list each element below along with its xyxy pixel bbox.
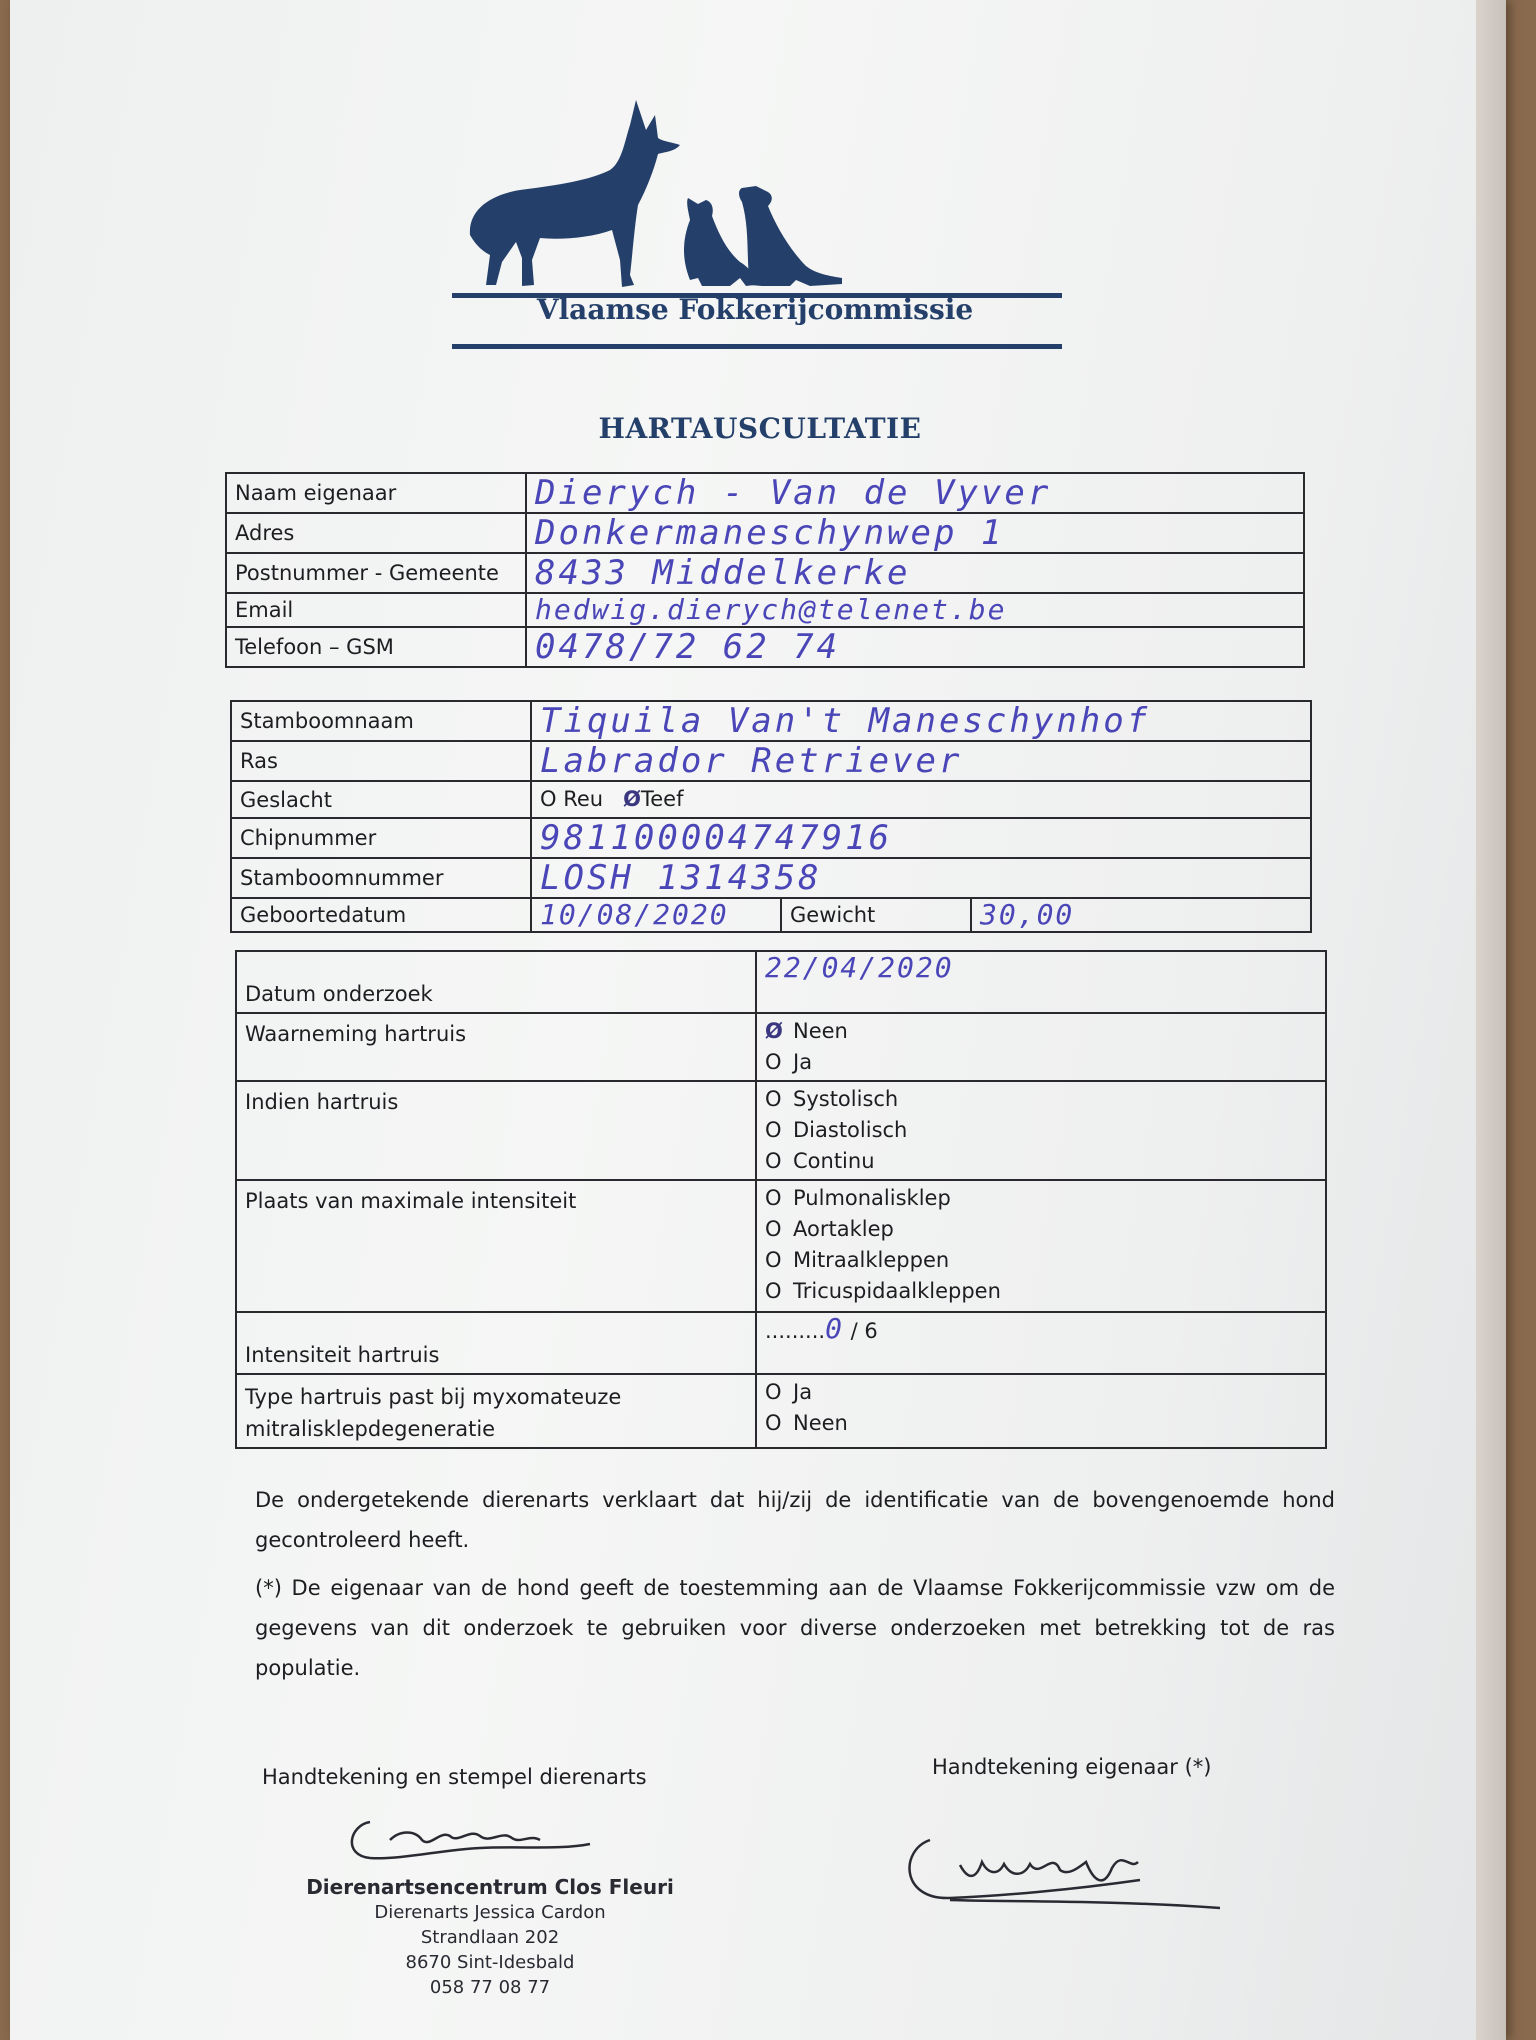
owner-name-value: Dierych - Van de Vyver — [535, 473, 1052, 513]
exam-date-label: Datum onderzoek — [236, 951, 756, 1013]
dog-row-breed — [231, 741, 1311, 781]
owner-row-name — [226, 473, 1304, 513]
continuous-mark: O — [765, 1149, 782, 1173]
address-value: Donkermaneschynwep 1 — [535, 513, 1005, 553]
pedigree-number-value: LOSH 1314358 — [540, 858, 822, 898]
weight-label: Gewicht — [781, 898, 971, 932]
intensity-label: Intensiteit hartruis — [236, 1312, 756, 1374]
dog-row-birthdate — [231, 898, 1311, 932]
sex-option-male: O Reu — [540, 787, 604, 811]
owner-signature-label: Handtekening eigenaar (*) — [932, 1755, 1212, 1779]
page-edge — [1476, 0, 1506, 2040]
email-value: hedwig.dierych@telenet.be — [535, 593, 1007, 626]
consent-text: (*) De eigenaar van de hond geeft de toestemming aan de Vlaamse Fokkerijcommissie vzw om de gegevens van dit onderzoek te gebruiken voor diverse onderzoeken met betrekking tot de ras populatie. — [255, 1576, 1335, 1680]
exam-row-type — [236, 1374, 1326, 1448]
mitral-option — [765, 1245, 1317, 1276]
intensity-dots: ......... — [765, 1319, 826, 1343]
tricuspid-option — [765, 1276, 1317, 1307]
exam-date-value: 22/04/2020 — [765, 951, 954, 984]
exam-row-location — [236, 1180, 1326, 1312]
stamp-street: Strandlaan 202 — [420, 1927, 560, 1948]
continuous-label: Continu — [793, 1149, 875, 1173]
postcode-value: 8433 Middelkerke — [535, 553, 911, 593]
murmur-label: Waarneming hartruis — [236, 1013, 756, 1081]
owner-signature — [890, 1810, 1310, 1910]
murmur-option-no — [765, 1016, 1317, 1047]
sex-option-female: Teef — [640, 787, 684, 811]
pulmonary-mark: O — [765, 1186, 782, 1210]
birthdate-value: 10/08/2020 — [540, 898, 729, 931]
stamp-vet-name: Dierenarts Jessica Cardon — [374, 1902, 606, 1923]
dog-row-pedigree-number — [231, 858, 1311, 898]
continuous-option — [765, 1146, 1317, 1177]
exam-row-date — [236, 951, 1326, 1013]
logo-bottom-rule — [452, 344, 1062, 349]
systolic-mark: O — [765, 1087, 782, 1111]
pulmonary-label: Pulmonalisklep — [793, 1186, 951, 1210]
mitral-label: Mitraalkleppen — [793, 1248, 950, 1272]
diastolic-option — [765, 1115, 1317, 1146]
chip-label: Chipnummer — [231, 818, 531, 858]
murmur-option-yes — [765, 1047, 1317, 1078]
breed-value: Labrador Retriever — [540, 741, 963, 781]
exam-row-intensity — [236, 1312, 1326, 1374]
pedigree-name-value: Tiquila Van't Maneschynhof — [540, 701, 1151, 741]
location-label: Plaats van maximale intensiteit — [236, 1180, 756, 1312]
type-label-line-2: mitralisklepdegeneratie — [245, 1417, 496, 1441]
owner-row-postcode — [226, 553, 1304, 593]
dog-table — [230, 700, 1312, 933]
if-murmur-label: Indien hartruis — [236, 1081, 756, 1180]
diastolic-label: Diastolisch — [793, 1118, 908, 1142]
owner-name-label: Naam eigenaar — [226, 473, 526, 513]
intensity-suffix: / 6 — [850, 1319, 878, 1343]
dog-row-pedigree-name — [231, 701, 1311, 741]
pulmonary-option — [765, 1183, 1317, 1214]
exam-table — [235, 950, 1327, 1449]
declaration-text: De ondergetekende dierenarts verklaart dat hij/zij de identificatie van de bovengenoemde hond gecontroleerd heeft. — [255, 1488, 1335, 1552]
type-label-line-1: Type hartruis past bij myxomateuze — [245, 1385, 622, 1409]
mitral-mark: O — [765, 1248, 782, 1272]
aortic-mark: O — [765, 1217, 782, 1241]
owner-row-phone — [226, 627, 1304, 667]
birthdate-label: Geboortedatum — [231, 898, 531, 932]
sex-label: Geslacht — [231, 781, 531, 818]
diastolic-mark: O — [765, 1118, 782, 1142]
murmur-yes-mark: O — [765, 1050, 782, 1074]
vet-stamp — [300, 1875, 680, 2000]
owner-row-email — [226, 593, 1304, 627]
tricuspid-mark: O — [765, 1279, 782, 1303]
type-option-yes — [765, 1377, 1317, 1408]
owner-table — [225, 472, 1305, 668]
sex-female-check-mark: Ø — [623, 787, 641, 811]
postcode-label: Postnummer - Gemeente — [226, 553, 526, 593]
weight-value: 30,00 — [980, 898, 1075, 931]
intensity-value: 0 — [825, 1312, 844, 1345]
document-page — [10, 0, 1506, 2040]
phone-value: 0478/72 62 74 — [535, 627, 841, 667]
aortic-label: Aortaklep — [793, 1217, 894, 1241]
stamp-clinic-name: Dierenartsencentrum Clos Fleuri — [306, 1875, 674, 1899]
exam-row-murmur — [236, 1013, 1326, 1081]
type-yes-mark: O — [765, 1380, 782, 1404]
page-title: HARTAUSCULTATIE — [598, 412, 922, 445]
murmur-option-yes-label: Ja — [793, 1050, 813, 1074]
murmur-no-check-mark: Ø — [765, 1019, 783, 1043]
systolic-option — [765, 1084, 1317, 1115]
dog-row-chip — [231, 818, 1311, 858]
systolic-label: Systolisch — [793, 1087, 899, 1111]
type-no-mark: O — [765, 1411, 782, 1435]
type-option-no — [765, 1408, 1317, 1439]
vet-signature — [330, 1800, 630, 1880]
type-yes-label: Ja — [793, 1380, 813, 1404]
phone-label: Telefoon – GSM — [226, 627, 526, 667]
stamp-city: 8670 Sint-Idesbald — [405, 1952, 575, 1973]
tricuspid-label: Tricuspidaalkleppen — [793, 1279, 1001, 1303]
type-no-label: Neen — [793, 1411, 848, 1435]
chip-value: 981100004747916 — [540, 818, 893, 858]
exam-row-if-murmur — [236, 1081, 1326, 1180]
owner-row-address — [226, 513, 1304, 553]
vet-signature-label: Handtekening en stempel dierenarts — [262, 1765, 647, 1789]
pedigree-name-label: Stamboomnaam — [231, 701, 531, 741]
breed-label: Ras — [231, 741, 531, 781]
pedigree-number-label: Stamboomnummer — [231, 858, 531, 898]
stamp-phone: 058 77 08 77 — [429, 1977, 551, 1998]
type-label — [236, 1374, 756, 1448]
organization-name: Vlaamse Fokkerijcommissie — [536, 293, 974, 326]
aortic-option — [765, 1214, 1317, 1245]
murmur-option-no-label: Neen — [793, 1019, 848, 1043]
dog-row-sex — [231, 781, 1311, 818]
address-label: Adres — [226, 513, 526, 553]
email-label: Email — [226, 593, 526, 627]
